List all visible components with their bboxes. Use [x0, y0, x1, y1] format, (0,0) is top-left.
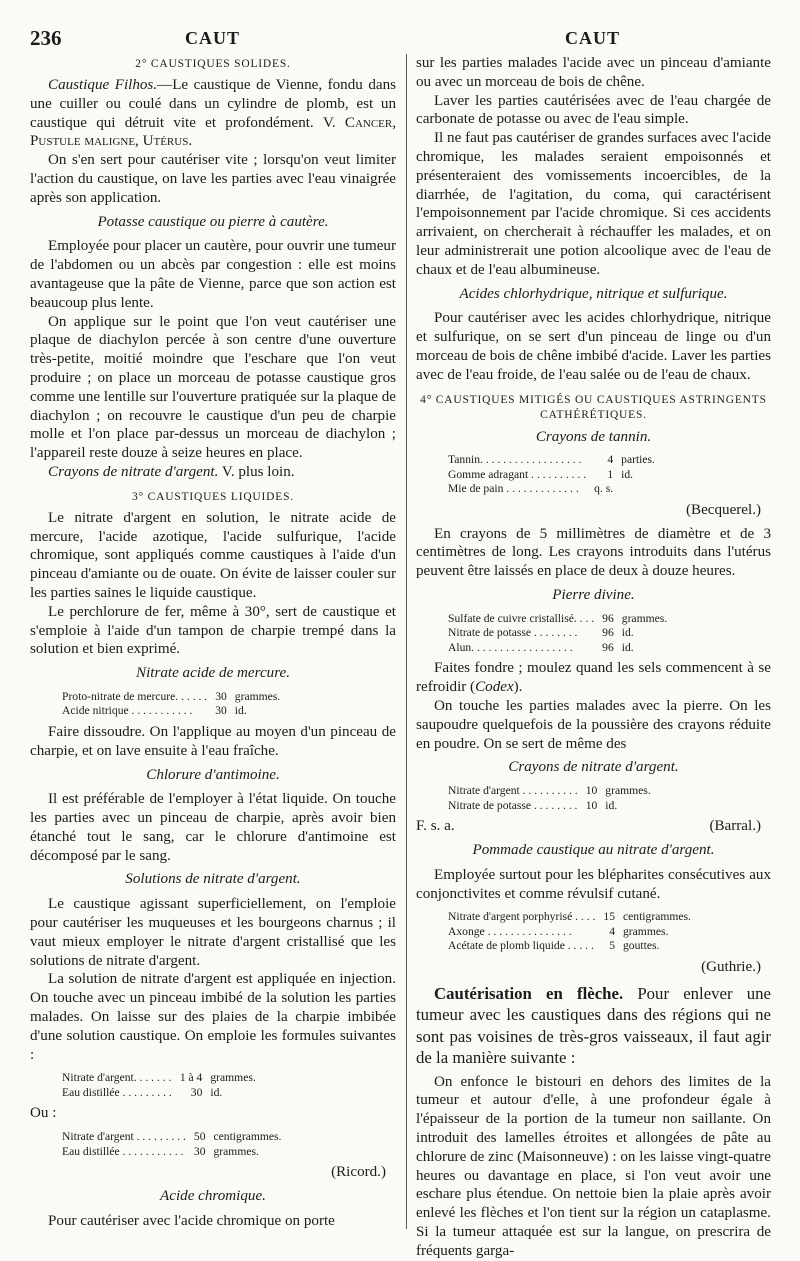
ingredient: Tannin. . . . . . . . . . . . . . . . . . — [448, 453, 582, 467]
ingredient: Nitrate de potasse . . . . . . . . — [448, 626, 578, 640]
section-title-liquid-caustics: 3° CAUSTIQUES LIQUIDES. — [132, 490, 294, 503]
paragraph: Faire dissoudre. On l'applique au moyen d'un pinceau de charpie, et on lave ensuite à l'eau fraîche. — [30, 723, 396, 759]
quantity: 4 — [607, 453, 614, 467]
ingredient: Eau distillée . . . . . . . . . . . — [62, 1144, 184, 1158]
formula-row — [60, 1130, 283, 1145]
source-citation: (Ricord.) — [331, 1164, 386, 1181]
ingredient: Nitrate d'argent . . . . . . . . . . — [448, 784, 578, 798]
running-head-right: CAUT — [565, 28, 621, 48]
paragraph: La solution de nitrate d'argent est appliquée en injection. On touche avec un pinceau imbibé de la solution les parties malades. On laisse sur des plaies de la charpie imbibée d'une solution caustique. On emploie les formules suivantes : — [30, 971, 396, 1063]
unit: id. — [234, 704, 247, 718]
quantity: 10 — [585, 784, 598, 798]
subheading: Acides chlorhydrique, nitrique et sulfurique. — [459, 285, 728, 302]
quantity: 4 — [609, 924, 615, 938]
formula-row — [60, 690, 282, 705]
formula-row — [446, 453, 657, 468]
paragraph: On enfonce le bistouri en dehors des limites de la tumeur et autour d'elle, à une profondeur égale à l'épaisseur de la portion de la tumeur non saillante. On introduit des lamelles étroites et allongées de pâte au chlorure de zinc (Maisonneuve) : on les laisse vingt-quatre heures ou davantage en place, si l'on veut avoir une eschare plus étendue. On nettoie bien la plaie après avoir enlevé les flèches et l'on tient sur la région un cataplasme. Si la tumeur attaquée est sur la langue, on prescrira de fréquents garga- — [416, 1073, 771, 1259]
formula-row — [446, 641, 669, 656]
formula-row — [446, 799, 653, 814]
unit: id. — [621, 467, 634, 481]
quantity: 30 — [190, 1085, 203, 1099]
paragraph: Il ne faut pas cautériser de grandes surfaces avec l'acide chromique, les malades seraient empoisonnés et présenteraient des vomissements incoercibles, de la diarrhée, de l'agitation, du coma, qui caractérisent l'empoisonnement par l'acide chromique. Si ces accidents arrivaient, on chercherait à réchauffer les malades, et on leur administrerait une potion alcoolique avec de l'eau de chaux et de l'eau albumineuse. — [416, 130, 771, 278]
paragraph: Le nitrate d'argent en solution, le nitrate acide de mercure, l'acide azotique, l'acide sulfurique, l'acide chromique, sont appliqués comme caustiques à l'aide d'un pinceau d'amiante ou de ouate. On évite de laisser couler sur les parties saines le liquide caustique. — [30, 509, 396, 601]
formula-table — [446, 910, 693, 954]
subheading: Chlorure d'antimoine. — [146, 766, 280, 783]
quantity: q. s. — [594, 482, 614, 496]
entry-heading: Cautérisation en flèche. — [434, 983, 624, 1003]
subheading: Crayons de tannin. — [535, 428, 652, 445]
source-citation: (Guthrie.) — [701, 958, 761, 975]
formula-table — [446, 784, 653, 813]
quantity: 30 — [215, 704, 227, 718]
text: ). — [513, 679, 523, 696]
formula-row — [60, 704, 282, 719]
subheading: Crayons de nitrate d'argent. — [508, 759, 679, 776]
ingredient: Nitrate d'argent porphyrisé . . . . — [448, 910, 596, 924]
ingredient: Nitrate d'argent. . . . . . . — [62, 1071, 172, 1085]
paragraph: Il est préférable de l'employer à l'état liquide. On touche les parties avec un pinceau de charpie, après avoir bien étanché tout le sang, car le chlorure d'antimoine est décomposé par le sang. — [30, 791, 396, 864]
paragraph: Employée surtout pour les blépharites consécutives aux conjonctivites et comme révulsif cutané. — [416, 866, 771, 902]
formula-row — [60, 1145, 283, 1160]
subheading: Acide chromique. — [160, 1188, 266, 1205]
paragraph — [30, 76, 396, 151]
ingredient: Alun. . . . . . . . . . . . . . . . . . — [448, 640, 573, 654]
right-column — [416, 54, 771, 1261]
paragraph: On s'en sert pour cautériser vite ; lorsqu'on veut limiter l'action du caustique, on lave les parties avec l'eau vinaigrée après son application. — [30, 152, 396, 206]
unit: parties. — [621, 453, 655, 467]
column-divider — [406, 54, 407, 1229]
subheading: Solutions de nitrate d'argent. — [125, 871, 301, 888]
unit: gouttes. — [623, 939, 660, 953]
paragraph: Employée pour placer un cautère, pour ouvrir une tumeur de l'abdomen ou un abcès par congestion : elle est moins avantageuse que la pâte de Vienne, parce que son action est beaucoup plus lente. — [30, 238, 396, 311]
quantity: 50 — [193, 1130, 206, 1144]
unit: id. — [621, 640, 634, 654]
formula-table — [60, 1071, 258, 1100]
formula-row — [446, 910, 693, 925]
ingredient: Mie de pain . . . . . . . . . . . . . — [448, 482, 579, 496]
unit: grammes. — [210, 1071, 256, 1085]
text: Pour enlever une tumeur avec les caustiques dans des régions qui ne sont pas voisines de très-gros vaisseaux, il faut agir de la manière suivante : — [416, 983, 771, 1068]
paragraph — [30, 463, 396, 482]
unit: grammes. — [605, 784, 651, 798]
ingredient: Acide nitrique . . . . . . . . . . . — [62, 704, 193, 718]
running-head-left: CAUT — [185, 28, 241, 48]
ingredient: Axonge . . . . . . . . . . . . . . . — [448, 924, 572, 938]
paragraph: On applique sur le point que l'on veut cautériser une plaque de diachylon percée à son centre d'une ouverture très-petite, moitié moindre que l'eschare que l'on veut produire ; on place un morceau de potasse caustique gros comme une lentille sur l'ouverture pratiquée sur la plaque de diachylon ; on recouvre le caustique d'un peu de charpie molle et l'on place par-dessus un morceau de diachylon ; l'appareil reste douze à seize heures en place. — [30, 313, 396, 462]
formula-row — [60, 1071, 258, 1086]
subheading: Pierre divine. — [552, 587, 635, 604]
quantity: 15 — [603, 910, 615, 924]
text: V. plus loin. — [218, 463, 295, 480]
unit: centigrammes. — [623, 910, 691, 924]
unit: grammes. — [234, 689, 281, 703]
ingredient: Gomme adragant . . . . . . . . . . — [448, 467, 587, 481]
paragraph: On touche les parties malades avec la pierre. On les saupoudre quelquefois de la poussière des crayons réduite en poudre. On se sert de même des — [416, 697, 771, 752]
quantity: 1 à 4 — [179, 1071, 203, 1085]
formula-row — [446, 468, 657, 483]
paragraph — [416, 659, 771, 697]
ingredient: Sulfate de cuivre cristallisé. . . . — [448, 611, 595, 625]
instruction: F. s. a. — [416, 818, 455, 835]
section-title-solid-caustics: 2° CAUSTIQUES SOLIDES. — [135, 58, 291, 70]
unit: id. — [621, 626, 634, 640]
formula-row — [60, 1086, 258, 1101]
ingredient: Proto-nitrate de mercure. . . . . . — [62, 689, 208, 703]
source-citation: (Becquerel.) — [685, 501, 761, 518]
paragraph — [416, 983, 771, 1069]
formula-table — [446, 453, 657, 497]
term: Crayons de nitrate d'argent. — [48, 463, 219, 480]
running-header — [0, 26, 800, 56]
paragraph: En crayons de 5 millimètres de diamètre et de 3 centimètres de long. Les crayons introduits dans l'utérus peuvent être laissés en place de deux à douze heures. — [416, 525, 771, 580]
paragraph: Le perchlorure de fer, même à 30°, sert de caustique et s'emploie à l'aide d'un tampon de charpie trempé dans la solution et bien exprimé. — [30, 603, 396, 658]
formula-row — [446, 784, 653, 799]
section-title-mitigated-caustics: 4° CAUSTIQUES MITIGÉS OU CAUSTIQUES ASTRINGENTS CATHÉRÉTIQUES. — [420, 393, 767, 421]
ingredient: Nitrate d'argent . . . . . . . . . — [62, 1130, 186, 1144]
quantity: 1 — [607, 467, 614, 481]
formula-table — [60, 1130, 283, 1159]
text: —Le caustique de Vienne, fondu dans une cuiller ou coulé dans un cylindre de plomb, est un caustique qui détruit vite et profondément. — [30, 77, 397, 131]
source-ref: Codex — [475, 679, 514, 696]
quantity: 10 — [585, 798, 598, 812]
unit: grammes. — [621, 611, 668, 625]
unit: id. — [605, 798, 618, 812]
page-number: 236 — [30, 26, 62, 50]
quantity: 30 — [193, 1144, 206, 1158]
paragraph: Pour cautériser avec l'acide chromique on porte — [48, 1212, 335, 1229]
formula-row — [446, 612, 669, 627]
ingredient: Acétate de plomb liquide . . . . . — [448, 939, 594, 953]
paragraph: Laver les parties cautérisées avec de l'eau chargée de carbonate de potasse ou avec de l'eau simple. — [416, 92, 771, 128]
formula-row — [446, 626, 669, 641]
quantity: 96 — [602, 626, 614, 640]
formula-table — [60, 690, 282, 719]
ingredient: Nitrate de potasse . . . . . . . . — [448, 798, 578, 812]
paragraph: Le caustique agissant superficiellement, on l'emploie pour cautériser les muqueuses et les bourgeons charnus ; il vaut mieux employer le nitrate d'argent cristallisé que les solutions de nitrate d'argent. — [30, 896, 396, 969]
cross-reference: V. Cancer, Pustule maligne, Utérus. — [30, 114, 396, 150]
unit: id. — [210, 1085, 223, 1099]
quantity: 5 — [609, 939, 615, 953]
formula-table — [446, 612, 669, 656]
unit: grammes. — [213, 1144, 259, 1158]
unit: grammes. — [623, 924, 669, 938]
source-citation: (Barral.) — [709, 818, 761, 835]
quantity: 30 — [215, 689, 227, 703]
paragraph: Pour cautériser avec les acides chlorhydrique, nitrique et sulfurique, on se sert d'un pinceau de linge ou d'un morceau de bois de chêne imbibé d'acide. Laver les parties avec de l'eau froide, de l'eau salée ou de l'eau de chaux. — [416, 310, 771, 383]
quantity: 96 — [602, 611, 614, 625]
source-line — [416, 817, 771, 836]
unit — [619, 482, 657, 497]
subheading: Pommade caustique au nitrate d'argent. — [472, 841, 715, 858]
quantity: 96 — [602, 640, 614, 654]
term: Caustique Filhos. — [48, 77, 158, 93]
left-column — [30, 54, 396, 1231]
formula-row — [446, 939, 693, 954]
subheading: Nitrate acide de mercure. — [136, 665, 290, 682]
paragraph: sur les parties malades l'acide avec un pinceau d'amiante ou avec un morceau de bois de chêne. — [416, 55, 771, 90]
ingredient: Eau distillée . . . . . . . . . — [62, 1085, 172, 1099]
subheading: Potasse caustique ou pierre à cautère. — [97, 213, 329, 230]
formula-row — [446, 925, 693, 940]
alternative-label: Ou : — [30, 1105, 57, 1122]
unit: centigrammes. — [213, 1130, 282, 1144]
text: Faites fondre ; moulez quand les sels commencent à se refroidir ( — [416, 660, 771, 696]
formula-row — [446, 482, 657, 497]
